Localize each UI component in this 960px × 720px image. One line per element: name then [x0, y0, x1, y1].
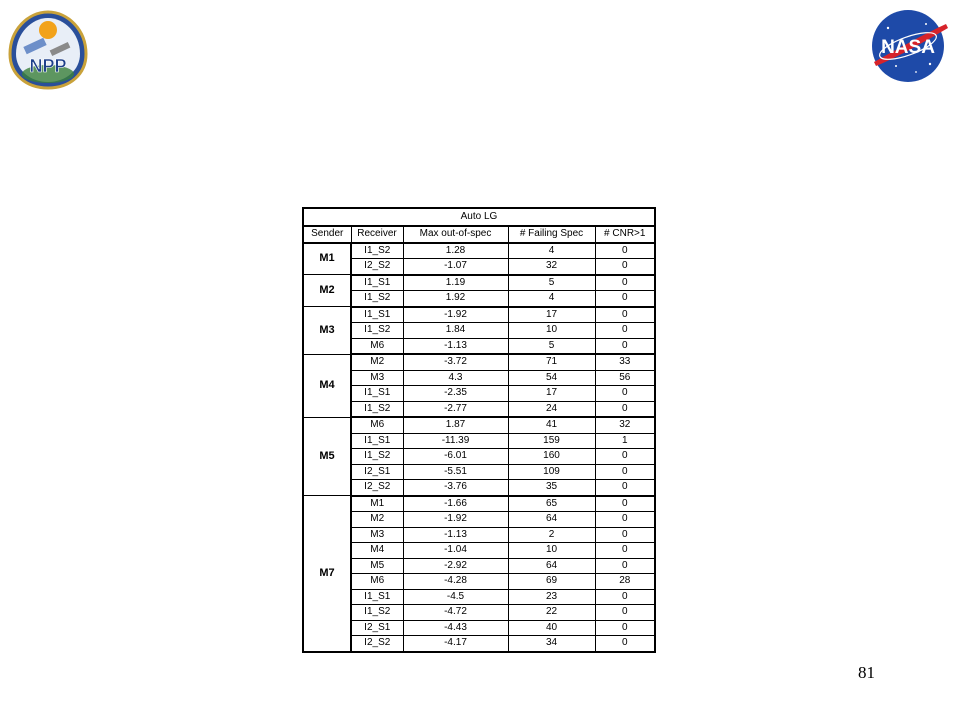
max-out-of-spec-cell: 1.92 [403, 291, 508, 307]
sender-cell: M1 [303, 243, 351, 275]
receiver-cell: M5 [351, 558, 403, 574]
receiver-cell: M6 [351, 417, 403, 433]
receiver-cell: I2_S2 [351, 636, 403, 652]
max-out-of-spec-cell: -2.35 [403, 386, 508, 402]
max-out-of-spec-cell: -1.92 [403, 512, 508, 528]
nasa-logo-text: NASA [881, 37, 935, 58]
failing-spec-cell: 5 [508, 275, 595, 291]
cnr-cell: 0 [595, 259, 655, 275]
receiver-cell: I2_S2 [351, 480, 403, 496]
failing-spec-cell: 35 [508, 480, 595, 496]
failing-spec-cell: 40 [508, 620, 595, 636]
failing-spec-cell: 17 [508, 307, 595, 323]
receiver-cell: M2 [351, 354, 403, 370]
table-row [303, 636, 655, 652]
cnr-cell: 0 [595, 338, 655, 354]
table-row [303, 589, 655, 605]
table-row [303, 370, 655, 386]
npp-logo-text: NPP [29, 56, 67, 76]
table-row [303, 574, 655, 590]
cnr-cell: 0 [595, 464, 655, 480]
failing-spec-cell: 2 [508, 527, 595, 543]
failing-spec-cell: 34 [508, 636, 595, 652]
table-row [303, 527, 655, 543]
receiver-cell: M2 [351, 512, 403, 528]
failing-spec-cell: 160 [508, 449, 595, 465]
auto-lg-table-container [302, 207, 656, 653]
receiver-cell: M1 [351, 496, 403, 512]
table-row [303, 307, 655, 323]
max-out-of-spec-cell: 4.3 [403, 370, 508, 386]
failing-spec-cell: 54 [508, 370, 595, 386]
receiver-cell: I1_S2 [351, 401, 403, 417]
failing-spec-cell: 4 [508, 243, 595, 259]
max-out-of-spec-cell: 1.19 [403, 275, 508, 291]
npp-mission-logo [6, 8, 90, 92]
failing-spec-cell: 10 [508, 543, 595, 559]
sender-cell: M4 [303, 354, 351, 417]
cnr-cell: 0 [595, 512, 655, 528]
table-row [303, 275, 655, 291]
table-row [303, 480, 655, 496]
max-out-of-spec-cell: -1.66 [403, 496, 508, 512]
failing-spec-cell: 5 [508, 338, 595, 354]
cnr-cell: 0 [595, 543, 655, 559]
max-out-of-spec-cell: 1.87 [403, 417, 508, 433]
max-out-of-spec-cell: -1.13 [403, 338, 508, 354]
cnr-cell: 0 [595, 401, 655, 417]
receiver-cell: I1_S1 [351, 307, 403, 323]
max-out-of-spec-cell: -3.72 [403, 354, 508, 370]
failing-spec-cell: 71 [508, 354, 595, 370]
sender-cell: M3 [303, 307, 351, 355]
max-out-of-spec-cell: -6.01 [403, 449, 508, 465]
failing-spec-cell: 64 [508, 558, 595, 574]
failing-spec-cell: 32 [508, 259, 595, 275]
receiver-cell: I1_S2 [351, 449, 403, 465]
receiver-cell: M4 [351, 543, 403, 559]
table-row [303, 512, 655, 528]
cnr-cell: 33 [595, 354, 655, 370]
failing-spec-cell: 23 [508, 589, 595, 605]
receiver-cell: M3 [351, 370, 403, 386]
nasa-logo-graphic [866, 6, 950, 86]
slide-number: 81 [858, 663, 875, 682]
column-header-sender: Sender [303, 226, 351, 243]
cnr-cell: 0 [595, 307, 655, 323]
column-header-receiver: Receiver [351, 226, 403, 243]
cnr-cell: 0 [595, 323, 655, 339]
failing-spec-cell: 159 [508, 433, 595, 449]
failing-spec-cell: 41 [508, 417, 595, 433]
table-row [303, 338, 655, 354]
receiver-cell: I1_S2 [351, 605, 403, 621]
table-row [303, 496, 655, 512]
max-out-of-spec-cell: -4.72 [403, 605, 508, 621]
max-out-of-spec-cell: -5.51 [403, 464, 508, 480]
table-body [303, 243, 655, 652]
cnr-cell: 0 [595, 527, 655, 543]
table-title: Auto LG [303, 208, 655, 226]
receiver-cell: I2_S1 [351, 464, 403, 480]
cnr-cell: 0 [595, 605, 655, 621]
receiver-cell: I1_S2 [351, 323, 403, 339]
cnr-cell: 0 [595, 243, 655, 259]
receiver-cell: I2_S1 [351, 620, 403, 636]
table-row [303, 433, 655, 449]
max-out-of-spec-cell: -4.5 [403, 589, 508, 605]
cnr-cell: 56 [595, 370, 655, 386]
cnr-cell: 0 [595, 449, 655, 465]
cnr-cell: 0 [595, 386, 655, 402]
failing-spec-cell: 65 [508, 496, 595, 512]
table-row [303, 243, 655, 259]
failing-spec-cell: 69 [508, 574, 595, 590]
table-row [303, 386, 655, 402]
table-row [303, 605, 655, 621]
failing-spec-cell: 10 [508, 323, 595, 339]
table-row [303, 354, 655, 370]
cnr-cell: 0 [595, 275, 655, 291]
max-out-of-spec-cell: -11.39 [403, 433, 508, 449]
receiver-cell: I1_S1 [351, 433, 403, 449]
table-row [303, 417, 655, 433]
max-out-of-spec-cell: -1.92 [403, 307, 508, 323]
max-out-of-spec-cell: -3.76 [403, 480, 508, 496]
failing-spec-cell: 109 [508, 464, 595, 480]
table-row [303, 464, 655, 480]
cnr-cell: 0 [595, 636, 655, 652]
cnr-cell: 0 [595, 291, 655, 307]
receiver-cell: M6 [351, 338, 403, 354]
receiver-cell: I1_S1 [351, 589, 403, 605]
failing-spec-cell: 17 [508, 386, 595, 402]
receiver-cell: I1_S2 [351, 291, 403, 307]
cnr-cell: 28 [595, 574, 655, 590]
receiver-cell: I1_S1 [351, 386, 403, 402]
max-out-of-spec-cell: -1.07 [403, 259, 508, 275]
max-out-of-spec-cell: -4.28 [403, 574, 508, 590]
npp-logo-graphic [6, 8, 90, 92]
max-out-of-spec-cell: 1.28 [403, 243, 508, 259]
sender-cell: M7 [303, 496, 351, 652]
cnr-cell: 0 [595, 620, 655, 636]
receiver-cell: M3 [351, 527, 403, 543]
cnr-cell: 32 [595, 417, 655, 433]
column-header-max-out-of-spec: Max out-of-spec [403, 226, 508, 243]
cnr-cell: 0 [595, 558, 655, 574]
receiver-cell: I1_S2 [351, 243, 403, 259]
table-row [303, 620, 655, 636]
table-row [303, 401, 655, 417]
table-row [303, 291, 655, 307]
table-row [303, 449, 655, 465]
max-out-of-spec-cell: -4.17 [403, 636, 508, 652]
failing-spec-cell: 64 [508, 512, 595, 528]
cnr-cell: 0 [595, 496, 655, 512]
table-row [303, 323, 655, 339]
max-out-of-spec-cell: -2.92 [403, 558, 508, 574]
max-out-of-spec-cell: -1.04 [403, 543, 508, 559]
max-out-of-spec-cell: -2.77 [403, 401, 508, 417]
table-row [303, 259, 655, 275]
failing-spec-cell: 24 [508, 401, 595, 417]
max-out-of-spec-cell: -4.43 [403, 620, 508, 636]
max-out-of-spec-cell: 1.84 [403, 323, 508, 339]
cnr-cell: 0 [595, 480, 655, 496]
failing-spec-cell: 4 [508, 291, 595, 307]
cnr-cell: 1 [595, 433, 655, 449]
table-row [303, 543, 655, 559]
column-header-cnr: # CNR>1 [595, 226, 655, 243]
auto-lg-table [302, 207, 656, 653]
cnr-cell: 0 [595, 589, 655, 605]
column-header-failing-spec: # Failing Spec [508, 226, 595, 243]
receiver-cell: I2_S2 [351, 259, 403, 275]
table-row [303, 558, 655, 574]
receiver-cell: M6 [351, 574, 403, 590]
sender-cell: M5 [303, 417, 351, 496]
nasa-meatball-logo [866, 6, 950, 86]
sender-cell: M2 [303, 275, 351, 307]
receiver-cell: I1_S1 [351, 275, 403, 291]
failing-spec-cell: 22 [508, 605, 595, 621]
max-out-of-spec-cell: -1.13 [403, 527, 508, 543]
